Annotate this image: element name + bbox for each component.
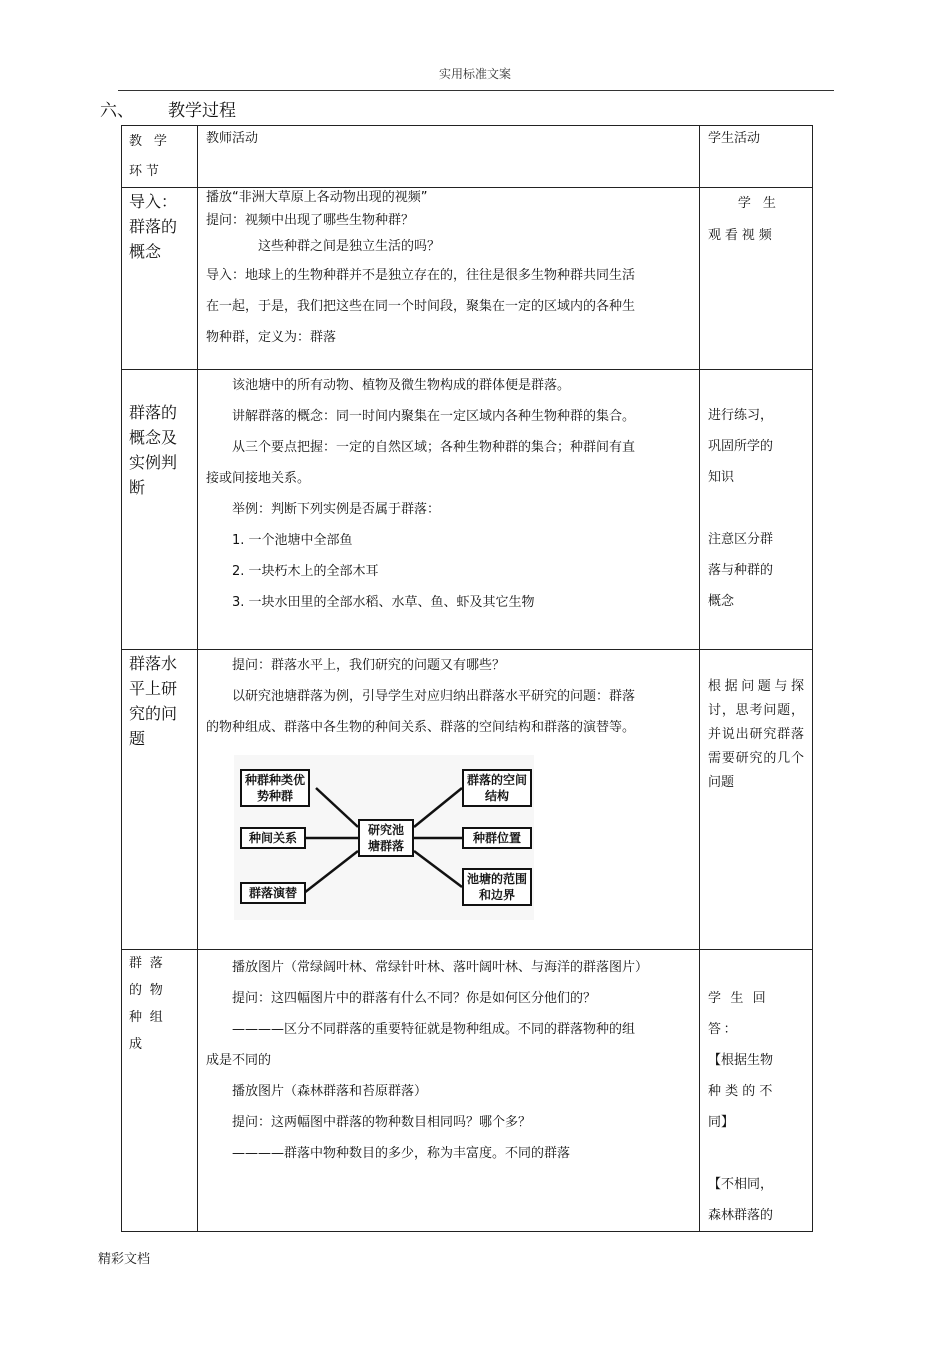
page-footer: 精彩文档: [98, 1252, 151, 1267]
header-step: 教 学 环节: [129, 134, 171, 179]
teacher-research: [198, 650, 699, 743]
text-line: 导入：地球上的生物种群并不是独立存在的，往往是很多生物种群共同生活在一起，于是，我们把这些在同一个时间段，聚集在一定的区域内的各种生物种群，定义为：群落: [206, 268, 636, 345]
diagram-box-interspecific-relations: 种间关系: [240, 827, 306, 849]
text-line: 学 生 回 答：: [708, 991, 769, 1037]
step-research: 群落水平上研究的问题: [129, 654, 178, 748]
text-line: 【根据生物: [708, 1053, 774, 1068]
diagram-box-spatial-structure: 群落的空间结构: [462, 769, 532, 807]
text-line: ————群落中物种数目的多少，称为丰富度。不同的群落: [232, 1146, 571, 1161]
section-heading: [100, 96, 236, 121]
text-line: 森林群落的: [708, 1208, 774, 1223]
student-concept: [700, 370, 812, 617]
list-item: 2. 一块朽木上的全部木耳: [232, 564, 379, 579]
table-row-research: [122, 650, 813, 950]
student-intro: 学 生 观看视频: [708, 196, 780, 243]
teaching-process-table: [121, 125, 813, 1232]
diagram-center-box: 研究池塘群落: [358, 819, 414, 857]
table-header-row: [122, 126, 813, 188]
step-concept: 群落的概念及实例判断: [129, 403, 178, 497]
table-row-species-composition: [122, 950, 813, 1232]
text-line: 播放图片（常绿阔叶林、常绿针叶林、落叶阔叶林、与海洋的群落图片）: [232, 960, 649, 975]
text-line: 播放“非洲大草原上各动物出现的视频”: [206, 190, 428, 205]
teacher-intro: [198, 188, 699, 353]
header-teacher: 教师活动: [206, 131, 259, 146]
text-line: 这些种群之间是独立生活的吗？: [258, 239, 441, 254]
teacher-species-composition: [198, 950, 699, 1169]
text-line: 落与种群的: [708, 563, 774, 578]
text-line: 提问：群落水平上，我们研究的问题又有哪些？: [232, 658, 506, 673]
student-species-composition: [700, 950, 812, 1231]
text-line: ————区分不同群落的重要特征就是物种组成。不同的群落物种的组成是不同的: [206, 1022, 636, 1068]
diagram-box-succession: 群落演替: [240, 882, 306, 904]
step-intro: 导入：群落的概念: [129, 192, 178, 261]
text-line: 进行练习，: [708, 408, 774, 423]
text-line: 讲解群落的概念：同一时间内聚集在一定区域内各种生物种群的集合。: [232, 409, 636, 424]
text-line: 提问：这两幅图中群落的物种数目相同吗？哪个多？: [232, 1115, 532, 1130]
text-line: 该池塘中的所有动物、植物及微生物构成的群体便是群落。: [232, 378, 571, 393]
text-line: 从三个要点把握：一定的自然区域；各种生物种群的集合；种群间有直接或间接地关系。: [206, 440, 636, 486]
text-line: 同】: [708, 1115, 735, 1130]
text-line: 注意区分群: [708, 532, 774, 547]
text-line: 种 类 的 不: [708, 1084, 773, 1099]
text-line: 提问：视频中出现了哪些生物种群？: [206, 213, 415, 228]
teacher-concept: [198, 370, 699, 618]
text-line: 巩固所学的: [708, 439, 774, 454]
list-item: 1. 一个池塘中全部鱼: [232, 533, 353, 548]
section-number: 六、: [100, 101, 134, 121]
text-line: 举例：判断下列实例是否属于群落：: [232, 502, 441, 517]
table-row-concept: [122, 370, 813, 650]
page-header: 实用标准文案: [438, 67, 511, 81]
list-item: 3. 一块水田里的全部水稻、水草、鱼、虾及其它生物: [232, 595, 535, 610]
text-line: 【不相同，: [708, 1177, 774, 1192]
diagram-box-pond-boundary: 池塘的范围和边界: [462, 868, 532, 906]
text-line: 以研究池塘群落为例，引导学生对应归纳出群落水平研究的问题：群落的物种组成、群落中各生物的种间关系、群落的空间结构和群落的演替等。: [206, 689, 636, 735]
section-title: 教学过程: [168, 101, 236, 121]
pond-community-diagram: [234, 755, 534, 920]
header-student: 学生活动: [708, 131, 761, 146]
diagram-box-population-position: 种群位置: [462, 827, 532, 849]
text-line: 播放图片（森林群落和苔原群落）: [232, 1084, 428, 1099]
header-divider: [118, 90, 834, 91]
student-research: 根据问题与探讨，思考问题，并说出研究群落需要研究的几个问题: [708, 679, 804, 790]
table-row-intro: [122, 188, 813, 370]
diagram-box-population-types: 种群种类优势种群: [240, 769, 310, 807]
text-line: 知识: [708, 470, 735, 485]
text-line: 概念: [708, 594, 735, 609]
text-line: 提问：这四幅图片中的群落有什么不同？你是如何区分他们的？: [232, 991, 597, 1006]
step-species-composition: 群落的物种组成: [129, 956, 171, 1052]
